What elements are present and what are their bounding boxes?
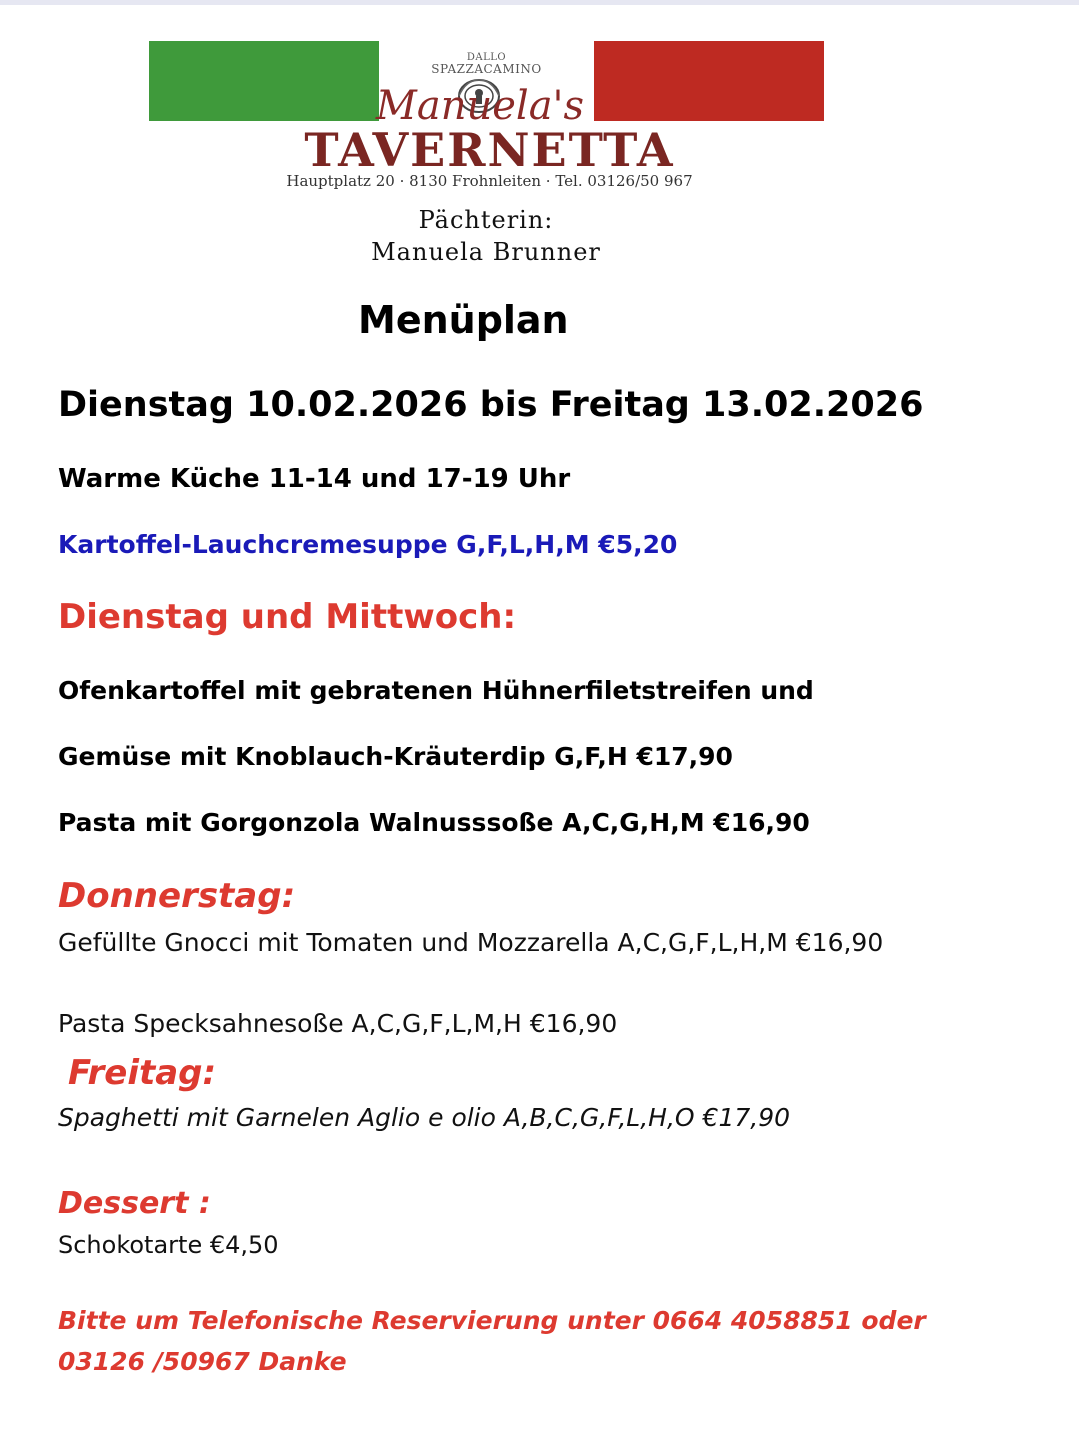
reservation-note-line1: Bitte um Telefonische Reservierung unter 0664 4058851 oder [58,1306,926,1335]
tue-wed-dish2: Pasta mit Gorgonzola Walnusssoße A,C,G,H,M €16,90 [58,808,810,837]
menu-title: Menüplan [358,298,569,342]
dessert-heading: Dessert : [58,1186,211,1221]
thursday-dish1: Gefüllte Gnocci mit Tomaten und Mozzarella A,C,G,F,L,H,M €16,90 [58,928,884,957]
thursday-dish2: Pasta Specksahnesoße A,C,G,F,L,M,H €16,90 [58,1009,618,1038]
tue-wed-heading: Dienstag und Mittwoch: [58,597,517,637]
logo-spazzacamino: SPAZZACAMINO [431,62,542,76]
friday-dish1: Spaghetti mit Garnelen Aglio e olio A,B,C,G,F,L,H,O €17,90 [58,1103,791,1132]
tue-wed-dish1-line2: Gemüse mit Knoblauch-Kräuterdip G,F,H €17,90 [58,742,733,771]
reservation-note-line2: 03126 /50967 Danke [58,1347,347,1376]
kitchen-hours: Warme Küche 11-14 und 17-19 Uhr [58,464,571,494]
friday-heading: Freitag: [68,1053,217,1093]
tue-wed-dish1-line1: Ofenkartoffel mit gebratenen Hühnerfiletstreifen und [58,676,814,705]
logo-script-name: Manuela's [375,83,585,129]
soup-item: Kartoffel-Lauchcremesuppe G,F,L,H,M €5,20 [58,530,678,559]
owner-label: Pächterin: [418,206,554,234]
owner-name: Manuela Brunner [371,238,601,266]
thursday-heading: Donnerstag: [58,876,296,916]
menu-date-range: Dienstag 10.02.2026 bis Freitag 13.02.2026 [58,385,924,425]
logo-dallo: DALLO [466,52,507,63]
top-border [0,0,1079,5]
logo-address: Hauptplatz 20 · 8130 Frohnleiten · Tel. 03126/50 967 [286,172,693,190]
logo-name: TAVERNETTA [304,123,675,177]
dessert-item: Schokotarte €4,50 [58,1231,279,1259]
